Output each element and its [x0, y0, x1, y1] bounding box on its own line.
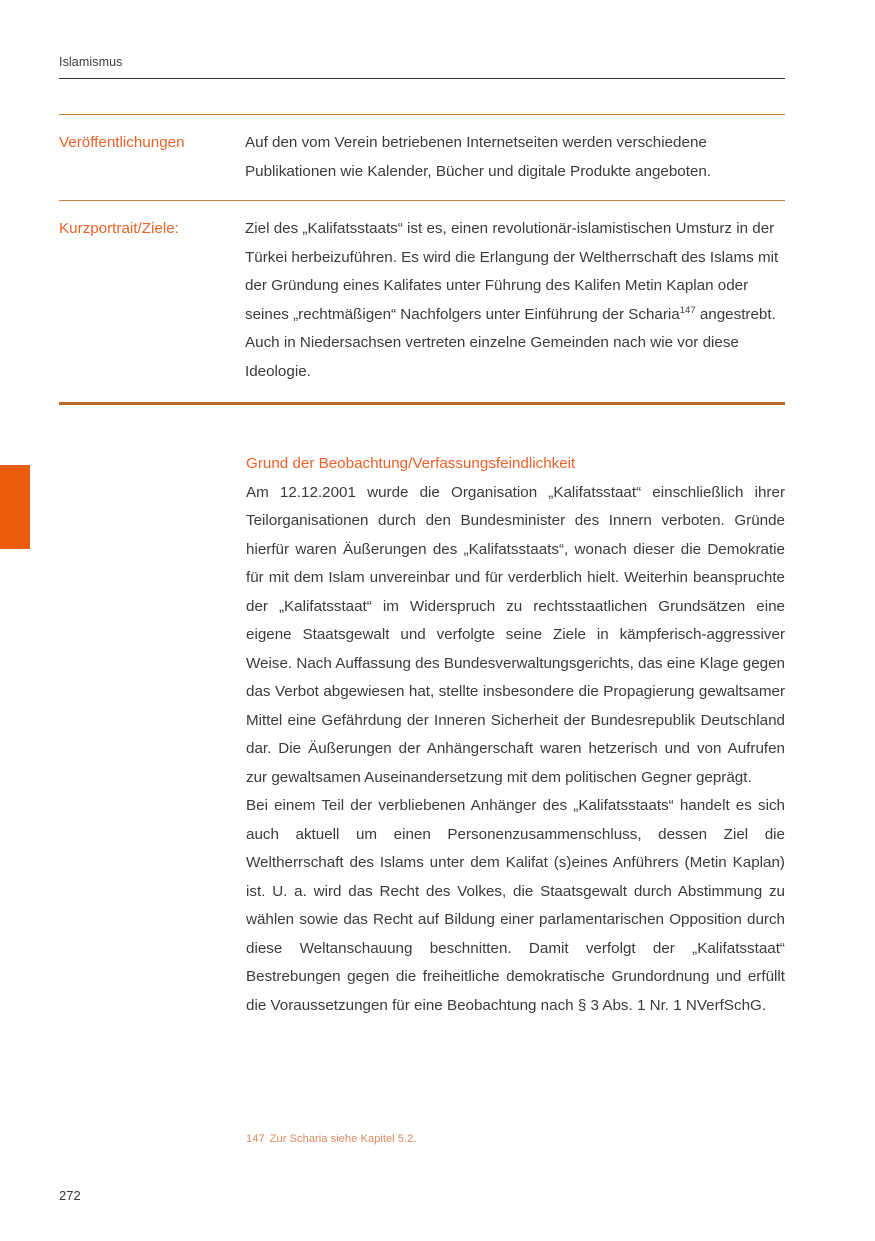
info-label-publications: Veröffentlichungen: [59, 134, 185, 151]
section-edge-tab-marker: [0, 465, 30, 549]
table-row: [59, 201, 785, 402]
footnote-reference-147[interactable]: 147: [679, 304, 696, 316]
info-value-profile-goals: [245, 201, 785, 402]
profile-goals-text-part1: Ziel des „Kalifatsstaats“ ist es, einen revolutionär-islamistischen Umsturz in der Türkei herbeizuführen. Es wird die Erlangung der Weltherrschaft des Islams mit der Gründung eines Kalifates unter Führung des Kalifen Metin Kaplan oder seines „rechtmäßigen“ Nachfolgers unter Einführung der Scharia: [245, 220, 779, 323]
info-label-profile-goals: Kurzportrait/Ziele:: [59, 220, 179, 237]
body-paragraph: Bei einem Teil der verbliebenen Anhänger des „Kalifatsstaats“ handelt es sich auch aktuell um einen Personenzusammenschluss, dessen Ziel die Weltherrschaft des Islams unter dem Kalifat (s)eines Anführers (Metin Kaplan) ist. U. a. wird das Recht des Volkes, die Staatsgewalt durch Abstimmung zu wählen sowie das Recht auf Bildung einer parlamentarischen Opposition durch diese Weltanschauung beschnitten. Damit verfolgt der „Kalifatsstaat“ Bestrebungen gegen die freiheitliche demokratische Grundordnung und erfüllt die Voraussetzungen für eine Beobachtung nach § 3 Abs. 1 Nr. 1 NVerfSchG.: [246, 797, 785, 1014]
table-bottom-rule: [59, 402, 785, 405]
profile-goals-text-part2: angestrebt. Auch in Niedersachsen vertreten einzelne Gemeinden nach wie vor diese Ideologie.: [245, 305, 776, 380]
running-head: Islamismus: [59, 55, 123, 69]
info-value-publications: Auf den vom Verein betriebenen Internetseiten werden verschiedene Publikationen wie Kalender, Bücher und digitale Produkte angeboten.: [245, 134, 712, 180]
running-head-rule: [59, 78, 785, 79]
footnote: [246, 1131, 785, 1147]
table-row: [59, 115, 785, 200]
section-heading: Grund der Beobachtung/Verfassungsfeindlichkeit: [246, 455, 576, 472]
page-number: 272: [59, 1188, 81, 1203]
info-table: [59, 114, 785, 405]
body-paragraph: Am 12.12.2001 wurde die Organisation „Kalifatsstaat“ einschließlich ihrer Teilorganisationen durch den Bundesminister des Innern verboten. Gründe hierfür waren Äußerungen des „Kalifatsstaats“, wonach dieser die Demokratie für mit dem Islam unvereinbar und für verderblich hielt. Weiterhin beanspruchte der „Kalifatsstaat“ im Widerspruch zu rechtsstaatlichen Grundsätzen eine eigene Staatsgewalt und verfolgte seine Ziele in kämpferisch-aggressiver Weise. Nach Auffassung des Bundesverwaltungsgerichts, das eine Klage gegen das Verbot abgewiesen hat, stellte insbesondere die Propagierung gewaltsamer Mittel eine Gefährdung der Inneren Sicherheit der Bundesrepublik Deutschland dar. Die Äußerungen der Anhängerschaft waren hetzerisch und von Aufrufen zur gewaltsamen Auseinandersetzung mit dem politischen Gegner geprägt.: [246, 483, 785, 786]
footnote-number: 147: [246, 1133, 265, 1145]
main-content-section: [246, 450, 785, 1020]
footnote-text: Zur Scharia siehe Kapitel 5.2.: [269, 1133, 417, 1145]
